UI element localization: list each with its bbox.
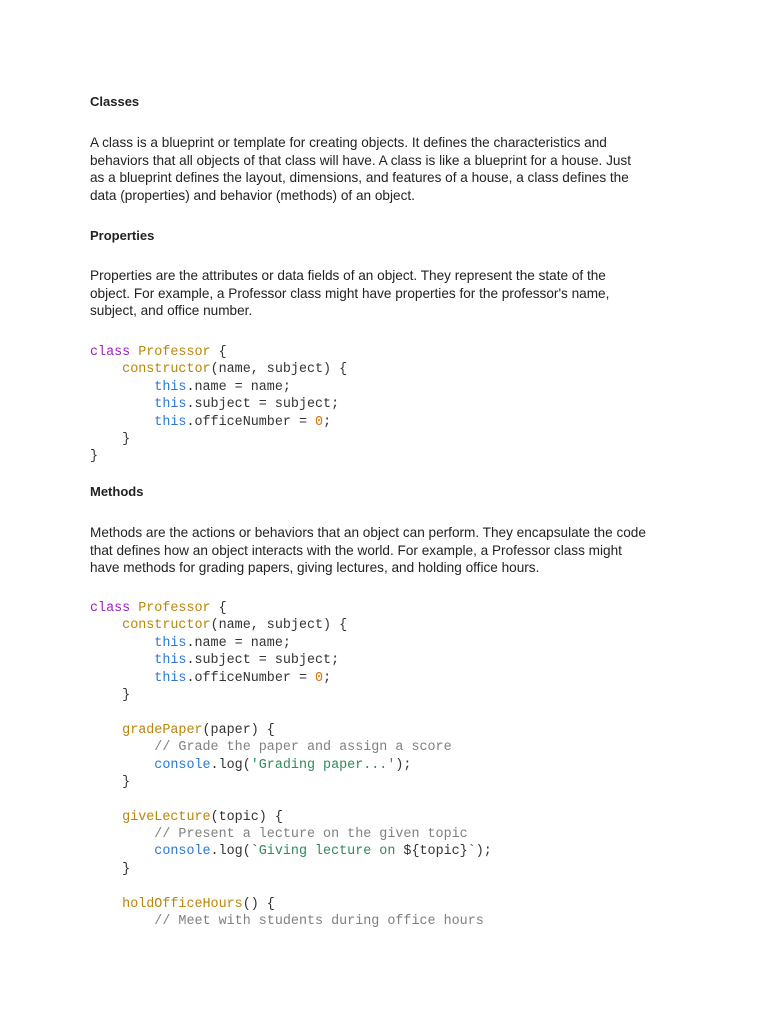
paragraph-line: object. For example, a Professor class might have properties for the professor's name,	[90, 285, 610, 301]
code-line	[90, 617, 492, 634]
code-token: }	[90, 687, 131, 703]
code-line	[90, 843, 492, 860]
code-token: .officeNumber =	[186, 670, 316, 686]
code-token: ;	[323, 414, 332, 430]
paragraph-properties	[90, 267, 680, 320]
code-line	[90, 431, 347, 448]
code-token: .name = name;	[186, 635, 291, 651]
code-token: (paper) {	[202, 722, 275, 738]
code-token: }	[90, 861, 131, 877]
code-line	[90, 757, 492, 774]
code-token	[90, 380, 154, 395]
code-token	[90, 897, 122, 912]
code-line	[90, 878, 492, 895]
paragraph-line: that defines how an object interacts with the world. For example, a Professor class might	[90, 542, 622, 558]
code-token	[90, 636, 154, 651]
code-line	[90, 687, 492, 704]
code-token	[90, 758, 154, 773]
code-token	[90, 723, 122, 738]
code-token	[90, 653, 154, 668]
code-token: Professor	[138, 345, 211, 360]
code-token: {	[210, 601, 227, 616]
code-block-methods	[90, 600, 492, 930]
heading-properties: Properties	[90, 228, 155, 243]
code-token: class	[90, 345, 131, 360]
code-token: () {	[242, 896, 275, 912]
code-line	[90, 448, 347, 465]
heading-classes: Classes	[90, 94, 140, 109]
code-token: {	[210, 345, 227, 360]
code-token: ${topic}`);	[403, 844, 492, 860]
code-token	[90, 415, 154, 430]
code-token: console	[154, 757, 211, 773]
paragraph-line: Properties are the attributes or data fields of an object. They represent the state of the	[90, 268, 606, 283]
code-block-properties	[90, 344, 347, 466]
code-line	[90, 861, 492, 878]
code-token	[90, 618, 122, 633]
code-token: ;	[323, 670, 332, 686]
code-token: .name = name;	[186, 379, 291, 395]
code-token: giveLecture	[122, 809, 211, 825]
code-token: constructor	[122, 618, 211, 634]
code-token: .officeNumber =	[186, 414, 316, 430]
code-token	[90, 827, 154, 842]
code-line	[90, 774, 492, 791]
code-token: console	[154, 844, 211, 860]
code-token	[90, 844, 154, 859]
code-line	[90, 826, 492, 843]
code-token: constructor	[122, 362, 211, 378]
code-token: class	[90, 601, 131, 616]
code-token	[90, 671, 154, 686]
code-token: .subject = subject;	[186, 397, 340, 413]
code-token: this	[154, 635, 187, 651]
heading-methods: Methods	[90, 484, 144, 499]
code-token: // Present a lecture on the given topic	[154, 827, 468, 843]
code-token: .log(`	[210, 844, 259, 860]
code-token: this	[154, 379, 187, 395]
code-token: (topic) {	[210, 809, 283, 825]
code-token: (name, subject) {	[210, 362, 348, 378]
paragraph-line: as a blueprint defines the layout, dimensions, and features of a house, a class defines the	[90, 170, 629, 186]
code-token: }	[90, 431, 131, 447]
code-token	[90, 740, 154, 755]
paragraph-line: A class is a blueprint or template for creating objects. It defines the characteristics and	[90, 135, 607, 150]
code-line	[90, 704, 492, 721]
code-token: // Grade the paper and assign a score	[154, 740, 452, 756]
code-token: Giving lecture on	[258, 844, 404, 860]
paragraph-methods	[90, 524, 680, 577]
code-token: this	[154, 670, 187, 686]
code-line	[90, 600, 492, 617]
code-token: Professor	[138, 601, 211, 616]
code-line	[90, 722, 492, 739]
paragraph-line: Methods are the actions or behaviors that an object can perform. They encapsulate the code	[90, 525, 646, 540]
code-line	[90, 913, 492, 930]
code-line	[90, 791, 492, 808]
code-line	[90, 652, 492, 669]
code-token: );	[395, 757, 412, 773]
code-token: .subject = subject;	[186, 653, 340, 669]
code-line	[90, 344, 347, 361]
code-token: holdOfficeHours	[122, 896, 243, 912]
code-token: 0	[315, 414, 324, 430]
code-line	[90, 809, 492, 826]
code-token: .log(	[210, 757, 251, 773]
code-token: this	[154, 414, 187, 430]
paragraph-classes	[90, 134, 680, 205]
code-token: this	[154, 653, 187, 669]
code-token: }	[90, 774, 131, 790]
code-token: 'Grading paper...'	[250, 757, 396, 773]
code-token	[90, 914, 154, 929]
code-line	[90, 396, 347, 413]
code-token: 0	[315, 670, 324, 686]
code-token: gradePaper	[122, 722, 203, 738]
code-token	[90, 362, 122, 377]
code-line	[90, 670, 492, 687]
code-token	[90, 810, 122, 825]
paragraph-line: subject, and office number.	[90, 303, 253, 319]
code-token: (name, subject) {	[210, 618, 348, 634]
code-line	[90, 896, 492, 913]
paragraph-line: data (properties) and behavior (methods) of an object.	[90, 188, 415, 204]
code-token	[90, 397, 154, 412]
code-line	[90, 379, 347, 396]
code-token: }	[90, 449, 99, 465]
code-line	[90, 414, 347, 431]
code-line	[90, 739, 492, 756]
code-token: // Meet with students during office hours	[154, 914, 484, 930]
code-line	[90, 361, 347, 378]
paragraph-line: behaviors that all objects of that class will have. A class is like a blueprint for a house. Just	[90, 152, 632, 168]
paragraph-line: have methods for grading papers, giving lectures, and holding office hours.	[90, 560, 540, 576]
code-line	[90, 635, 492, 652]
code-token: this	[154, 397, 187, 413]
